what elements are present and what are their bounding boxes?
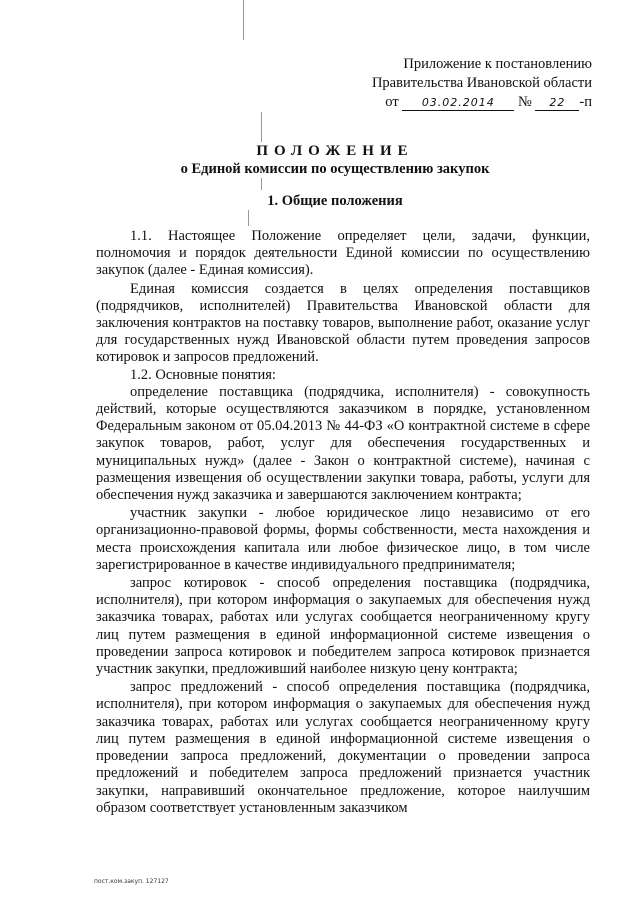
number-suffix: -п	[579, 94, 592, 110]
scan-artifact-line	[243, 0, 244, 40]
footer-file-reference: пост.ком.закуп. 127127	[94, 878, 169, 885]
document-subtitle: о Единой комиссии по осуществлению закупок	[180, 161, 490, 177]
approval-line-1: Приложение к постановлению	[403, 56, 592, 72]
scan-artifact-line	[248, 210, 249, 226]
paragraph: Единая комиссия создается в целях определения поставщиков (подрядчиков, исполнителей) Правительства Ивановской области для заключения контрактов на поставку товаров, выполнение работ, оказание услуг для государственных нужд Ивановской области путем проведения запросов котировок и запросов предложений.	[96, 280, 590, 366]
paragraph: участник закупки - любое юридическое лицо независимо от его организационно-правовой формы, формы собственности, места нахождения и места происхождения капитала или любое физическое лицо, в том числе зарегистрированное в качестве индивидуального предпринимателя;	[96, 505, 590, 573]
handwritten-date: 03.02.2014	[402, 96, 514, 111]
approval-block	[352, 55, 592, 112]
paragraph: определение поставщика (подрядчика, исполнителя) - совокупность действий, которые осуществляются заказчиком в порядке, установленном Федеральным законом от 05.04.2013 № 44-ФЗ «О контрактной системе в сфере закупок товаров, работ, услуг для обеспечения государственных и муниципальных нужд» (далее - Закон о контрактной системе), начиная с размещения извещения об осуществлении закупки товара, работы, услуги для обеспечения нужд заказчика и завершаются заключением контракта;	[96, 383, 590, 504]
number-label: №	[517, 94, 532, 110]
approval-date-number-line	[352, 93, 592, 112]
paragraph: запрос котировок - способ определения поставщика (подрядчика, исполнителя), при котором информация о закупаемых для обеспечения нужд заказчика товарах, работах или услугах сообщается неограниченному кругу лиц путем размещения в единой информационной системе извещения о проведении запроса котировок и победителем запроса котировок признается участник закупки, предложивший наиболее низкую цену контракта;	[96, 575, 590, 678]
scan-artifact-line	[261, 112, 262, 142]
section-heading: 1. Общие положения	[267, 193, 403, 209]
handwritten-number: 22	[535, 96, 579, 111]
document-title: ПОЛОЖЕНИЕ	[256, 143, 414, 159]
approval-line-2: Правительства Ивановской области	[371, 75, 592, 91]
paragraph: запрос предложений - способ определения поставщика (подрядчика, исполнителя), при котором информация о закупаемых для обеспечения нужд заказчика товарах, работах или услугах сообщается неограниченному кругу лиц путем размещения в единой информационной системе извещения о проведении запроса предложений, документации о проведении запроса предложений и победителем запроса предложений признается участник закупки, направивший окончательное предложение, которое наилучшим образом соответствует установленным заказчиком	[96, 679, 590, 816]
paragraph: 1.1. Настоящее Положение определяет цели, задачи, функции, полномочия и порядок деятельности Единой комиссии по осуществлению закупок (далее - Единая комиссия).	[96, 228, 590, 279]
from-label: от	[385, 94, 399, 110]
paragraph: 1.2. Основные понятия:	[130, 366, 276, 383]
scan-artifact-line	[261, 178, 262, 190]
body-text	[96, 228, 590, 817]
